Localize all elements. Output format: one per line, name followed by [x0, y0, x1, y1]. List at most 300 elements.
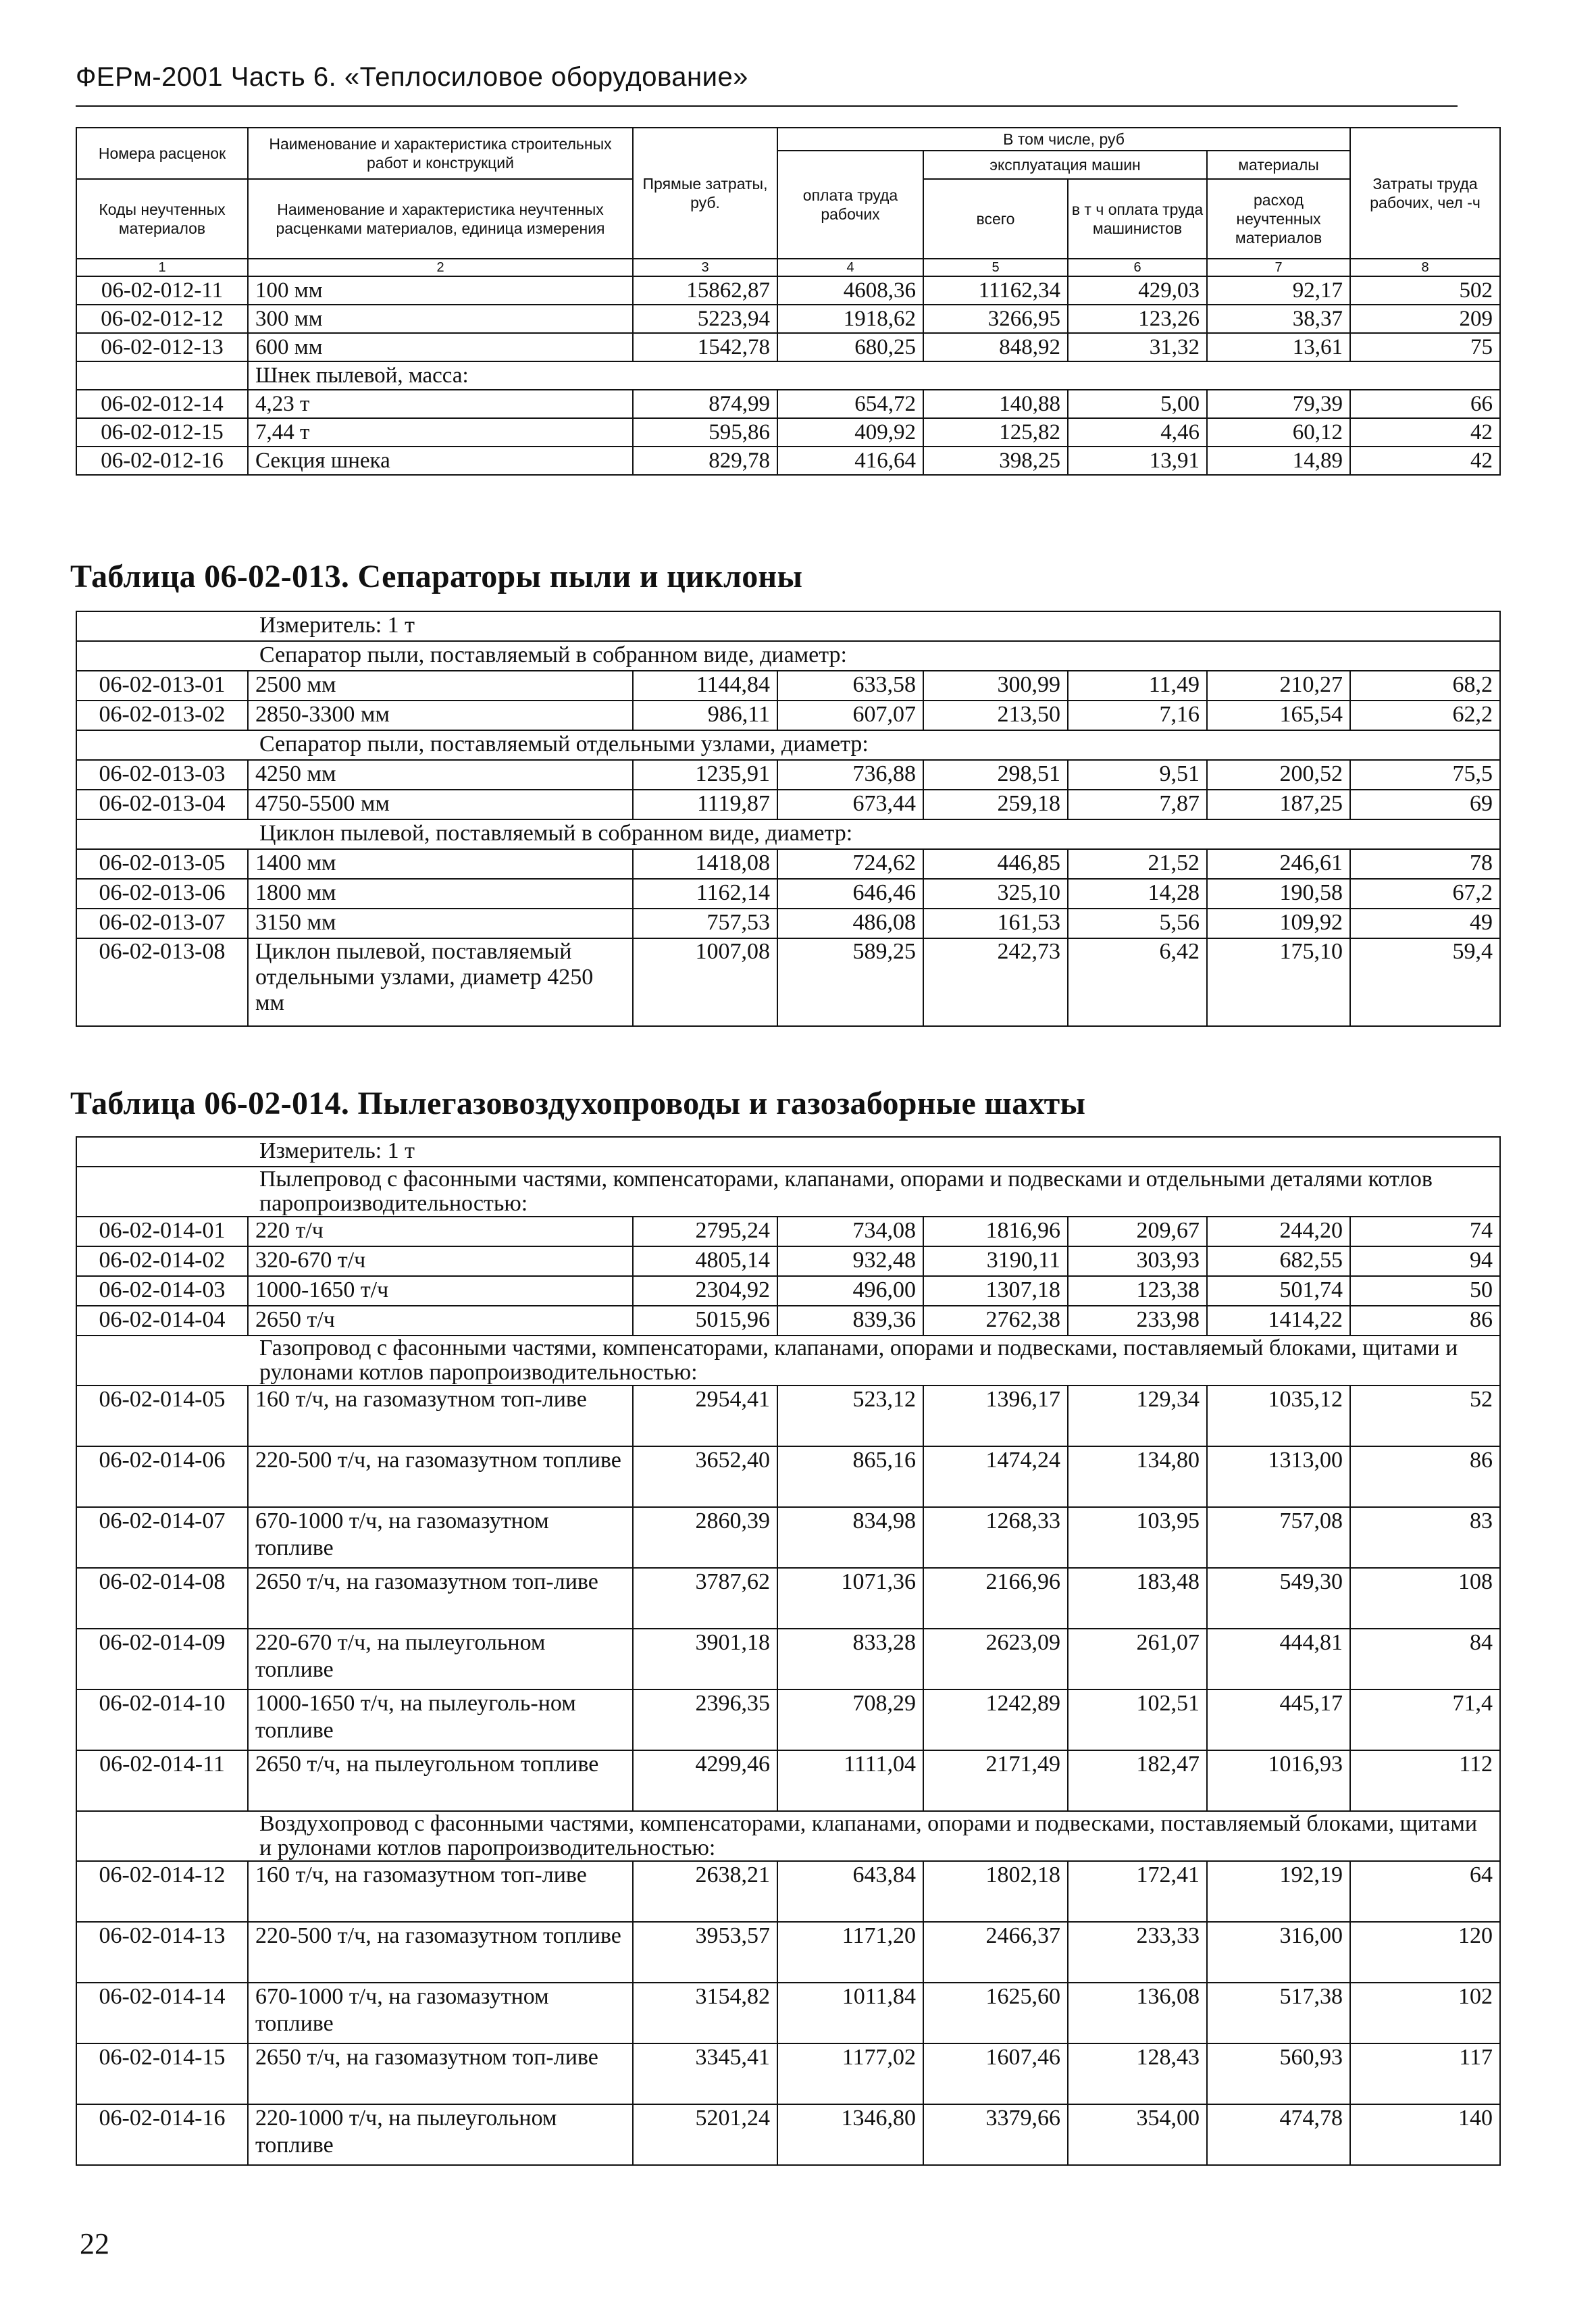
table-row — [76, 1217, 1500, 1246]
cell-work-name: 4,23 т — [248, 390, 633, 418]
cell-direct-costs: 2304,92 — [633, 1276, 777, 1306]
table-row — [76, 701, 1500, 730]
cell-machinist-pay: 31,32 — [1068, 333, 1207, 361]
cell-machinist-pay: 172,41 — [1068, 1861, 1207, 1922]
cell-machinist-pay: 14,28 — [1068, 879, 1207, 909]
cell-work-name: 670-1000 т/ч, на газомазутном топливе — [248, 1507, 633, 1568]
cell-machinist-pay: 5,00 — [1068, 390, 1207, 418]
cell-labor-hours: 120 — [1350, 1922, 1500, 1983]
table-row — [76, 1507, 1500, 1568]
cell-machinist-pay: 6,42 — [1068, 938, 1207, 1026]
cell-direct-costs: 4805,14 — [633, 1246, 777, 1276]
cell-material-usage: 165,54 — [1207, 701, 1350, 730]
cell-direct-costs: 2795,24 — [633, 1217, 777, 1246]
cell-material-usage: 444,81 — [1207, 1629, 1350, 1689]
cell-worker-pay: 839,36 — [777, 1306, 923, 1336]
cell-rate-code: 06-02-013-08 — [76, 938, 248, 1026]
cell-material-usage: 501,74 — [1207, 1276, 1350, 1306]
col-header-rate-number: Номера расценок — [76, 128, 248, 179]
cell-material-usage: 757,08 — [1207, 1507, 1350, 1568]
measure-unit: Измеритель: 1 т — [76, 611, 1500, 641]
cell-machines-total: 213,50 — [923, 701, 1068, 730]
cell-labor-hours: 71,4 — [1350, 1689, 1500, 1750]
cell-machinist-pay: 11,49 — [1068, 671, 1207, 701]
table-row — [76, 1276, 1500, 1306]
cell-worker-pay: 680,25 — [777, 333, 923, 361]
cell-labor-hours: 86 — [1350, 1306, 1500, 1336]
cell-labor-hours: 64 — [1350, 1861, 1500, 1922]
cell-direct-costs: 2396,35 — [633, 1689, 777, 1750]
cell-machinist-pay: 5,56 — [1068, 909, 1207, 938]
cell-direct-costs: 3652,40 — [633, 1446, 777, 1507]
cell-work-name: 7,44 т — [248, 418, 633, 447]
cell-work-name: Циклон пылевой, поставляемый отдельными узлами, диаметр 4250 мм — [248, 938, 633, 1026]
table-row — [76, 760, 1500, 790]
cell-material-usage: 316,00 — [1207, 1922, 1350, 1983]
cell-direct-costs: 829,78 — [633, 447, 777, 475]
table-row — [76, 909, 1500, 938]
cell-work-name: 1400 мм — [248, 849, 633, 879]
header-rule — [76, 105, 1458, 107]
running-header: ФЕРм-2001 Часть 6. «Теплосиловое оборудование» — [76, 62, 748, 92]
cell-machinist-pay: 103,95 — [1068, 1507, 1207, 1568]
table-row — [76, 333, 1500, 361]
cell-work-name: 100 мм — [248, 276, 633, 305]
group-heading: Сепаратор пыли, поставляемый в собранном виде, диаметр: — [76, 641, 1500, 671]
cell-worker-pay: 1011,84 — [777, 1983, 923, 2043]
table-row — [76, 1983, 1500, 2043]
cell-machines-total: 3379,66 — [923, 2104, 1068, 2165]
table-row — [76, 276, 1500, 305]
cell-machines-total: 3190,11 — [923, 1246, 1068, 1276]
cell-work-name: 1800 мм — [248, 879, 633, 909]
col-number: 7 — [1207, 259, 1350, 276]
cell-work-name: 2650 т/ч, на газомазутном топ-ливе — [248, 2043, 633, 2104]
cell-machines-total: 2623,09 — [923, 1629, 1068, 1689]
cell-direct-costs: 2954,41 — [633, 1386, 777, 1446]
cell-machinist-pay: 303,93 — [1068, 1246, 1207, 1276]
table-row — [76, 790, 1500, 819]
cell-machinist-pay: 13,91 — [1068, 447, 1207, 475]
cell-material-usage: 60,12 — [1207, 418, 1350, 447]
cell-worker-pay: 486,08 — [777, 909, 923, 938]
cell-material-usage: 187,25 — [1207, 790, 1350, 819]
cell-material-usage: 244,20 — [1207, 1217, 1350, 1246]
cell-direct-costs: 874,99 — [633, 390, 777, 418]
cell-work-name: 2500 мм — [248, 671, 633, 701]
col-header-material-usage: расход неучтенных материалов — [1207, 179, 1350, 259]
cell-labor-hours: 84 — [1350, 1629, 1500, 1689]
cell-rate-code: 06-02-012-13 — [76, 333, 248, 361]
group-heading: Шнек пылевой, масса: — [248, 361, 1500, 390]
cell-worker-pay: 416,64 — [777, 447, 923, 475]
cell-labor-hours: 86 — [1350, 1446, 1500, 1507]
cell-rate-code: 06-02-014-09 — [76, 1629, 248, 1689]
cell-rate-code: 06-02-014-04 — [76, 1306, 248, 1336]
cell-machines-total: 11162,34 — [923, 276, 1068, 305]
cell-worker-pay: 833,28 — [777, 1629, 923, 1689]
cell-labor-hours: 66 — [1350, 390, 1500, 418]
table-row — [76, 2043, 1500, 2104]
cell-machines-total: 2466,37 — [923, 1922, 1068, 1983]
cell-material-usage: 192,19 — [1207, 1861, 1350, 1922]
cell-rate-code: 06-02-014-08 — [76, 1568, 248, 1629]
col-header-machinist-pay: в т ч оплата труда машинистов — [1068, 179, 1207, 259]
cell-labor-hours: 67,2 — [1350, 879, 1500, 909]
cell-rate-code: 06-02-014-15 — [76, 2043, 248, 2104]
cell-material-usage: 1035,12 — [1207, 1386, 1350, 1446]
cell-work-name: 4250 мм — [248, 760, 633, 790]
col-number: 2 — [248, 259, 633, 276]
cell-worker-pay: 646,46 — [777, 879, 923, 909]
cell-machines-total: 398,25 — [923, 447, 1068, 475]
cell-rate-code: 06-02-013-02 — [76, 701, 248, 730]
cell-labor-hours: 52 — [1350, 1386, 1500, 1446]
cell-rate-code: 06-02-012-14 — [76, 390, 248, 418]
cell-rate-code: 06-02-013-03 — [76, 760, 248, 790]
cell-direct-costs: 595,86 — [633, 418, 777, 447]
cell-labor-hours: 75,5 — [1350, 760, 1500, 790]
cell-labor-hours: 50 — [1350, 1276, 1500, 1306]
cell-labor-hours: 62,2 — [1350, 701, 1500, 730]
cell-machinist-pay: 182,47 — [1068, 1750, 1207, 1811]
cell-labor-hours: 75 — [1350, 333, 1500, 361]
cell-material-usage: 109,92 — [1207, 909, 1350, 938]
cell-material-usage: 1414,22 — [1207, 1306, 1350, 1336]
col-header-machines-total: всего — [923, 179, 1068, 259]
cell-work-name: 2850-3300 мм — [248, 701, 633, 730]
cell-material-usage: 14,89 — [1207, 447, 1350, 475]
cell-machines-total: 325,10 — [923, 879, 1068, 909]
cell-machinist-pay: 7,87 — [1068, 790, 1207, 819]
table-row — [76, 671, 1500, 701]
cell-worker-pay: 1918,62 — [777, 305, 923, 333]
col-number: 6 — [1068, 259, 1207, 276]
cell-work-name: 300 мм — [248, 305, 633, 333]
col-number: 5 — [923, 259, 1068, 276]
cell-material-usage: 1313,00 — [1207, 1446, 1350, 1507]
table-row — [76, 879, 1500, 909]
table-caption-013: Таблица 06-02-013. Сепараторы пыли и циклоны — [70, 559, 803, 594]
cell-material-usage: 38,37 — [1207, 305, 1350, 333]
cell-machines-total: 1474,24 — [923, 1446, 1068, 1507]
cell-labor-hours: 49 — [1350, 909, 1500, 938]
cell-rate-code: 06-02-014-01 — [76, 1217, 248, 1246]
cell-direct-costs: 3787,62 — [633, 1568, 777, 1629]
cell-work-name: 4750-5500 мм — [248, 790, 633, 819]
table-row — [76, 1689, 1500, 1750]
cell-machines-total: 1242,89 — [923, 1689, 1068, 1750]
cell-rate-code: 06-02-014-05 — [76, 1386, 248, 1446]
cell-machinist-pay: 233,98 — [1068, 1306, 1207, 1336]
cell-direct-costs: 5015,96 — [633, 1306, 777, 1336]
cell-machinist-pay: 7,16 — [1068, 701, 1207, 730]
cell-machinist-pay: 123,38 — [1068, 1276, 1207, 1306]
cell-machinist-pay: 123,26 — [1068, 305, 1207, 333]
cell-machinist-pay: 129,34 — [1068, 1386, 1207, 1446]
cell-worker-pay: 589,25 — [777, 938, 923, 1026]
cell-work-name: 220 т/ч — [248, 1217, 633, 1246]
cell-material-usage: 682,55 — [1207, 1246, 1350, 1276]
cell-rate-code: 06-02-014-10 — [76, 1689, 248, 1750]
cell-work-name: 600 мм — [248, 333, 633, 361]
cell-machines-total: 848,92 — [923, 333, 1068, 361]
cell-worker-pay: 654,72 — [777, 390, 923, 418]
table-row — [76, 1861, 1500, 1922]
cell-labor-hours: 74 — [1350, 1217, 1500, 1246]
cell-machines-total: 259,18 — [923, 790, 1068, 819]
cell-rate-code: 06-02-014-07 — [76, 1507, 248, 1568]
cell-machines-total: 3266,95 — [923, 305, 1068, 333]
cell-work-name: 320-670 т/ч — [248, 1246, 633, 1276]
cell-machines-total: 298,51 — [923, 760, 1068, 790]
cell-worker-pay: 708,29 — [777, 1689, 923, 1750]
cell-material-usage: 474,78 — [1207, 2104, 1350, 2165]
cell-worker-pay: 4608,36 — [777, 276, 923, 305]
cell-direct-costs: 15862,87 — [633, 276, 777, 305]
cell-rate-code: 06-02-012-16 — [76, 447, 248, 475]
table-caption-014: Таблица 06-02-014. Пылегазовоздухопроводы и газозаборные шахты — [70, 1086, 1086, 1121]
cell-material-usage: 200,52 — [1207, 760, 1350, 790]
cell-rate-code: 06-02-014-12 — [76, 1861, 248, 1922]
cell-labor-hours: 59,4 — [1350, 938, 1500, 1026]
cell-labor-hours: 42 — [1350, 418, 1500, 447]
cell-worker-pay: 865,16 — [777, 1446, 923, 1507]
col-header-material-codes: Коды неучтенных материалов — [76, 179, 248, 259]
cell-material-usage: 13,61 — [1207, 333, 1350, 361]
col-header-worker-pay: оплата труда рабочих — [777, 151, 923, 259]
cell-direct-costs: 3345,41 — [633, 2043, 777, 2104]
cell-machines-total: 1607,46 — [923, 2043, 1068, 2104]
cell-direct-costs: 3953,57 — [633, 1922, 777, 1983]
col-header-machine-operation: эксплуатация машин — [923, 151, 1207, 179]
cell-worker-pay: 1071,36 — [777, 1568, 923, 1629]
cell-work-name: 3150 мм — [248, 909, 633, 938]
cell-work-name: 160 т/ч, на газомазутном топ-ливе — [248, 1386, 633, 1446]
table-row — [76, 305, 1500, 333]
col-number: 1 — [76, 259, 248, 276]
cell-material-usage: 246,61 — [1207, 849, 1350, 879]
group-heading: Циклон пылевой, поставляемый в собранном виде, диаметр: — [76, 819, 1500, 849]
cell-direct-costs: 2860,39 — [633, 1507, 777, 1568]
col-header-material-name: Наименование и характеристика неучтенных расценками материалов, единица измерения — [248, 179, 633, 259]
cell-machines-total: 2166,96 — [923, 1568, 1068, 1629]
cell-work-name: 1000-1650 т/ч — [248, 1276, 633, 1306]
cell-material-usage: 175,10 — [1207, 938, 1350, 1026]
cell-worker-pay: 409,92 — [777, 418, 923, 447]
cell-rate-code: 06-02-013-06 — [76, 879, 248, 909]
group-heading: Пылепровод с фасонными частями, компенсаторами, клапанами, опорами и подвесками и отдельными деталями котлов паропроизводительностью: — [76, 1167, 1500, 1217]
cell-rate-code: 06-02-014-03 — [76, 1276, 248, 1306]
cell-work-name: 2650 т/ч, на пылеугольном топливе — [248, 1750, 633, 1811]
table-row — [76, 1446, 1500, 1507]
cell-machines-total: 300,99 — [923, 671, 1068, 701]
cell-machines-total: 125,82 — [923, 418, 1068, 447]
cell-direct-costs: 1418,08 — [633, 849, 777, 879]
col-number: 4 — [777, 259, 923, 276]
cell-labor-hours: 140 — [1350, 2104, 1500, 2165]
table-row — [76, 390, 1500, 418]
cell-direct-costs: 1235,91 — [633, 760, 777, 790]
cell-machines-total: 1307,18 — [923, 1276, 1068, 1306]
cell-machines-total: 1816,96 — [923, 1217, 1068, 1246]
cell-machinist-pay: 233,33 — [1068, 1922, 1207, 1983]
cell-rate-code: 06-02-013-04 — [76, 790, 248, 819]
cell-direct-costs: 3154,82 — [633, 1983, 777, 2043]
cell-material-usage: 210,27 — [1207, 671, 1350, 701]
cell-material-usage: 92,17 — [1207, 276, 1350, 305]
cell-machinist-pay: 136,08 — [1068, 1983, 1207, 2043]
cell-labor-hours: 108 — [1350, 1568, 1500, 1629]
cell-work-name: 220-500 т/ч, на газомазутном топливе — [248, 1922, 633, 1983]
cell-machinist-pay: 354,00 — [1068, 2104, 1207, 2165]
cell-worker-pay: 834,98 — [777, 1507, 923, 1568]
cell-machines-total: 242,73 — [923, 938, 1068, 1026]
cell-worker-pay: 736,88 — [777, 760, 923, 790]
cell-machines-total: 140,88 — [923, 390, 1068, 418]
cell-work-name: 220-670 т/ч, на пылеугольном топливе — [248, 1629, 633, 1689]
cell-work-name: 1000-1650 т/ч, на пылеуголь-ном топливе — [248, 1689, 633, 1750]
page-number: 22 — [80, 2227, 109, 2260]
cell-material-usage: 560,93 — [1207, 2043, 1350, 2104]
cell-machinist-pay: 209,67 — [1068, 1217, 1207, 1246]
cell-direct-costs: 5201,24 — [633, 2104, 777, 2165]
cell-direct-costs: 5223,94 — [633, 305, 777, 333]
col-header-direct-costs: Прямые затраты, руб. — [633, 128, 777, 259]
cell-machinist-pay: 21,52 — [1068, 849, 1207, 879]
rates-table-013 — [76, 611, 1501, 1027]
cell-material-usage: 517,38 — [1207, 1983, 1350, 2043]
cell-worker-pay: 643,84 — [777, 1861, 923, 1922]
cell-worker-pay: 724,62 — [777, 849, 923, 879]
cell-machinist-pay: 4,46 — [1068, 418, 1207, 447]
cell-work-name: 670-1000 т/ч, на газомазутном топливе — [248, 1983, 633, 2043]
table-row — [76, 849, 1500, 879]
cell-labor-hours: 68,2 — [1350, 671, 1500, 701]
cell-direct-costs: 757,53 — [633, 909, 777, 938]
cell-direct-costs: 4299,46 — [633, 1750, 777, 1811]
cell-rate-code: 06-02-013-01 — [76, 671, 248, 701]
cell-labor-hours: 42 — [1350, 447, 1500, 475]
table-row — [76, 1750, 1500, 1811]
cell-worker-pay: 607,07 — [777, 701, 923, 730]
table-row — [76, 1629, 1500, 1689]
cell-direct-costs: 3901,18 — [633, 1629, 777, 1689]
cell-work-name: 160 т/ч, на газомазутном топ-ливе — [248, 1861, 633, 1922]
table-row — [76, 447, 1500, 475]
table-row — [76, 2104, 1500, 2165]
cell-direct-costs: 1119,87 — [633, 790, 777, 819]
table-row — [76, 1568, 1500, 1629]
cell-machines-total: 1625,60 — [923, 1983, 1068, 2043]
rates-table-014 — [76, 1136, 1501, 2166]
cell-machines-total: 161,53 — [923, 909, 1068, 938]
col-header-labor: Затраты труда рабочих, чел -ч — [1350, 128, 1500, 259]
cell-direct-costs: 1162,14 — [633, 879, 777, 909]
cell-direct-costs: 986,11 — [633, 701, 777, 730]
cell-worker-pay: 633,58 — [777, 671, 923, 701]
cell-worker-pay: 1346,80 — [777, 2104, 923, 2165]
cell-rate-code: 06-02-014-14 — [76, 1983, 248, 2043]
table-row — [76, 418, 1500, 447]
cell-machinist-pay: 261,07 — [1068, 1629, 1207, 1689]
col-number: 3 — [633, 259, 777, 276]
cell-rate-code: 06-02-012-11 — [76, 276, 248, 305]
cell-machinist-pay: 128,43 — [1068, 2043, 1207, 2104]
cell-labor-hours: 112 — [1350, 1750, 1500, 1811]
rates-table-012 — [76, 127, 1501, 476]
cell-direct-costs: 1542,78 — [633, 333, 777, 361]
cell-machinist-pay: 183,48 — [1068, 1568, 1207, 1629]
table-row — [76, 1386, 1500, 1446]
cell-worker-pay: 1111,04 — [777, 1750, 923, 1811]
cell-machinist-pay: 429,03 — [1068, 276, 1207, 305]
cell-rate-code: 06-02-014-11 — [76, 1750, 248, 1811]
cell-worker-pay: 523,12 — [777, 1386, 923, 1446]
cell-labor-hours: 102 — [1350, 1983, 1500, 2043]
cell-machines-total: 2762,38 — [923, 1306, 1068, 1336]
cell-rate-code: 06-02-014-16 — [76, 2104, 248, 2165]
cell-rate-code: 06-02-014-06 — [76, 1446, 248, 1507]
group-heading: Газопровод с фасонными частями, компенсаторами, клапанами, опорами и подвесками, поставляемый блоками, щитами и рулонами котлов паропроизводительностью: — [76, 1336, 1500, 1386]
cell-work-name: 220-1000 т/ч, на пылеугольном топливе — [248, 2104, 633, 2165]
cell-worker-pay: 1171,20 — [777, 1922, 923, 1983]
cell-worker-pay: 1177,02 — [777, 2043, 923, 2104]
cell-work-name: 220-500 т/ч, на газомазутном топливе — [248, 1446, 633, 1507]
cell-worker-pay: 734,08 — [777, 1217, 923, 1246]
cell-worker-pay: 673,44 — [777, 790, 923, 819]
cell-material-usage: 1016,93 — [1207, 1750, 1350, 1811]
cell-direct-costs: 1144,84 — [633, 671, 777, 701]
cell-labor-hours: 94 — [1350, 1246, 1500, 1276]
cell-machines-total: 446,85 — [923, 849, 1068, 879]
cell-labor-hours: 117 — [1350, 2043, 1500, 2104]
cell-rate-code: 06-02-012-15 — [76, 418, 248, 447]
cell-machinist-pay: 102,51 — [1068, 1689, 1207, 1750]
cell-rate-code: 06-02-014-13 — [76, 1922, 248, 1983]
cell-worker-pay: 932,48 — [777, 1246, 923, 1276]
cell-machines-total: 1802,18 — [923, 1861, 1068, 1922]
cell-direct-costs: 2638,21 — [633, 1861, 777, 1922]
group-heading: Воздухопровод с фасонными частями, компенсаторами, клапанами, опорами и подвесками, поставляемый блоками, щитами и рулонами котлов паропроизводительностью: — [76, 1811, 1500, 1861]
table-row — [76, 938, 1500, 1026]
cell-labor-hours: 209 — [1350, 305, 1500, 333]
cell-rate-code: 06-02-013-05 — [76, 849, 248, 879]
cell-work-name: Секция шнека — [248, 447, 633, 475]
col-header-materials: материалы — [1207, 151, 1350, 179]
cell-rate-code: 06-02-012-12 — [76, 305, 248, 333]
table-row — [76, 1246, 1500, 1276]
cell-material-usage: 190,58 — [1207, 879, 1350, 909]
cell-work-name: 2650 т/ч — [248, 1306, 633, 1336]
cell-material-usage: 445,17 — [1207, 1689, 1350, 1750]
cell-machinist-pay: 134,80 — [1068, 1446, 1207, 1507]
cell-direct-costs: 1007,08 — [633, 938, 777, 1026]
cell-machines-total: 1268,33 — [923, 1507, 1068, 1568]
cell-labor-hours: 83 — [1350, 1507, 1500, 1568]
group-heading: Сепаратор пыли, поставляемый отдельными узлами, диаметр: — [76, 730, 1500, 760]
cell-material-usage: 549,30 — [1207, 1568, 1350, 1629]
cell-material-usage: 79,39 — [1207, 390, 1350, 418]
cell-machines-total: 1396,17 — [923, 1386, 1068, 1446]
measure-unit: Измеритель: 1 т — [76, 1137, 1500, 1167]
cell-labor-hours: 78 — [1350, 849, 1500, 879]
cell-labor-hours: 502 — [1350, 276, 1500, 305]
cell-labor-hours: 69 — [1350, 790, 1500, 819]
table-row — [76, 1922, 1500, 1983]
col-header-including: В том числе, руб — [777, 128, 1350, 151]
cell-machines-total: 2171,49 — [923, 1750, 1068, 1811]
